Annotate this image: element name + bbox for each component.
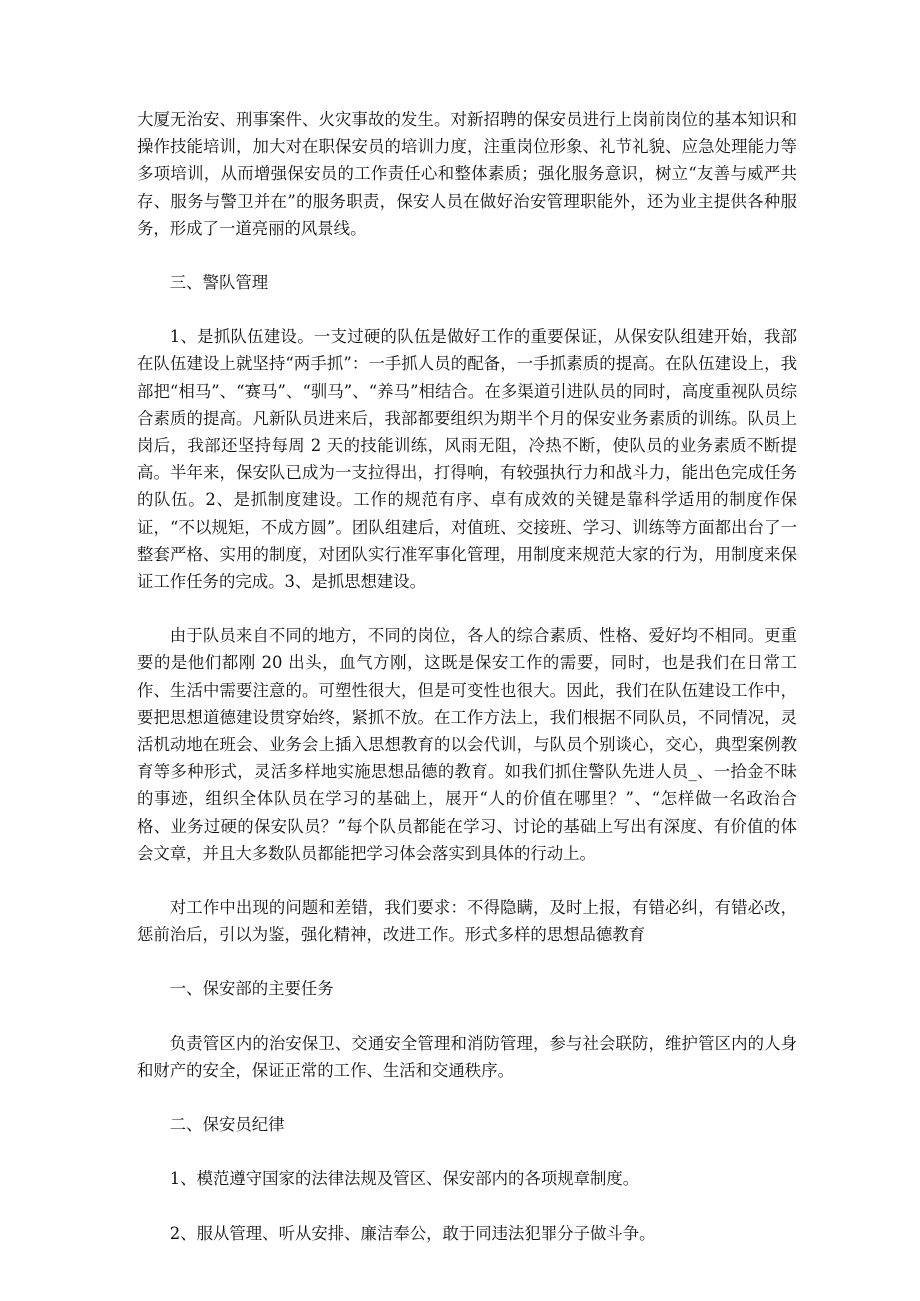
- discipline-item-2: 2、服从管理、听从安排、廉洁奉公，敢于同违法犯罪分子做斗争。: [169, 1223, 656, 1243]
- section-heading-team-management: 三、警队管理: [169, 273, 269, 293]
- section-heading-discipline: 二、保安员纪律: [169, 1115, 285, 1135]
- paragraph-error-handling: 对工作中出现的问题和差错，我们要求：不得隐瞒，及时上报，有错必纠，有错必改，惩前治后，引以为鉴，强化精神，改进工作。形式多样的思想品德教育: [137, 898, 797, 945]
- paragraph-opening: 大厦无治安、刑事案件、火灾事故的发生。对新招聘的保安员进行上岗前岗位的基本知识和操作技能培训，加大对在职保安员的培训力度，注重岗位形象、礼节礼貌、应急处理能力等多项培训，从而增强保安员的工作责任心和整体素质；强化服务意识，树立“友善与威严共存、服务与警卫并在”的服务职责，保安人员在做好治安管理职能外，还为业主提供各种服务，形成了一道亮丽的风景线。: [137, 110, 797, 238]
- paragraph-main-tasks: 负责管区内的治安保卫、交通安全管理和消防管理，参与社会联防，维护管区内的人身和财产的安全，保证正常的工作、生活和交通秩序。: [137, 1033, 797, 1080]
- section-heading-main-tasks: 一、保安部的主要任务: [169, 979, 334, 999]
- document-page: [137, 106, 797, 1274]
- discipline-item-1: 1、模范遵守国家的法律法规及管区、保安部内的各项规章制度。: [169, 1169, 640, 1189]
- paragraph-ideology-education: 由于队员来自不同的地方，不同的岗位，各人的综合素质、性格、爱好均不相同。更重要的是他们都刚 20 出头，血气方刚，这既是保安工作的需要，同时，也是我们在日常工作、生活中需要注意的。可塑性很大，但是可变性也很大。因此，我们在队伍建设工作中，要把思想道德建设贯穿始终，紧抓不放。在工作方法上，我们根据不同队员，不同情况，灵活机动地在班会、业务会上插入思想教育的以会代训，与队员个别谈心，交心，典型案例教育等多种形式，灵活多样地实施思想品德的教育。如我们抓住警队先进人员_、一拾金不昧的事迹，组织全体队员在学习的基础上，展开“人的价值在哪里？”、“怎样做一名政治合格、业务过硬的保安队员？”每个队员都能在学习、讨论的基础上写出有深度、有价值的体会文章，并且大多数队员都能把学习体会落实到具体的行动上。: [137, 626, 797, 863]
- paragraph-team-building: 1、是抓队伍建设。一支过硬的队伍是做好工作的重要保证，从保安队组建开始，我部在队伍建设上就坚持“两手抓”：一手抓人员的配备，一手抓素质的提高。在队伍建设上，我部把“相马”、“赛马”、“驯马”、“养马”相结合。在多渠道引进队员的同时，高度重视队员综合素质的提高。凡新队员进来后，我部都要组织为期半个月的保安业务素质的训练。队员上岗后，我部还坚持每周 2 天的技能训练，风雨无阻，冷热不断，使队员的业务素质不断提高。半年来，保安队已成为一支拉得出，打得响，有较强执行力和战斗力，能出色完成任务的队伍。2、是抓制度建设。工作的规范有序、卓有成效的关键是靠科学适用的制度作保证，“不以规矩，不成方圆”。团队组建后，对值班、交接班、学习、训练等方面都出台了一整套严格、实用的制度，对团队实行准军事化管理，用制度来规范大家的行为，用制度来保证工作任务的完成。3、是抓思想建设。: [137, 327, 797, 592]
